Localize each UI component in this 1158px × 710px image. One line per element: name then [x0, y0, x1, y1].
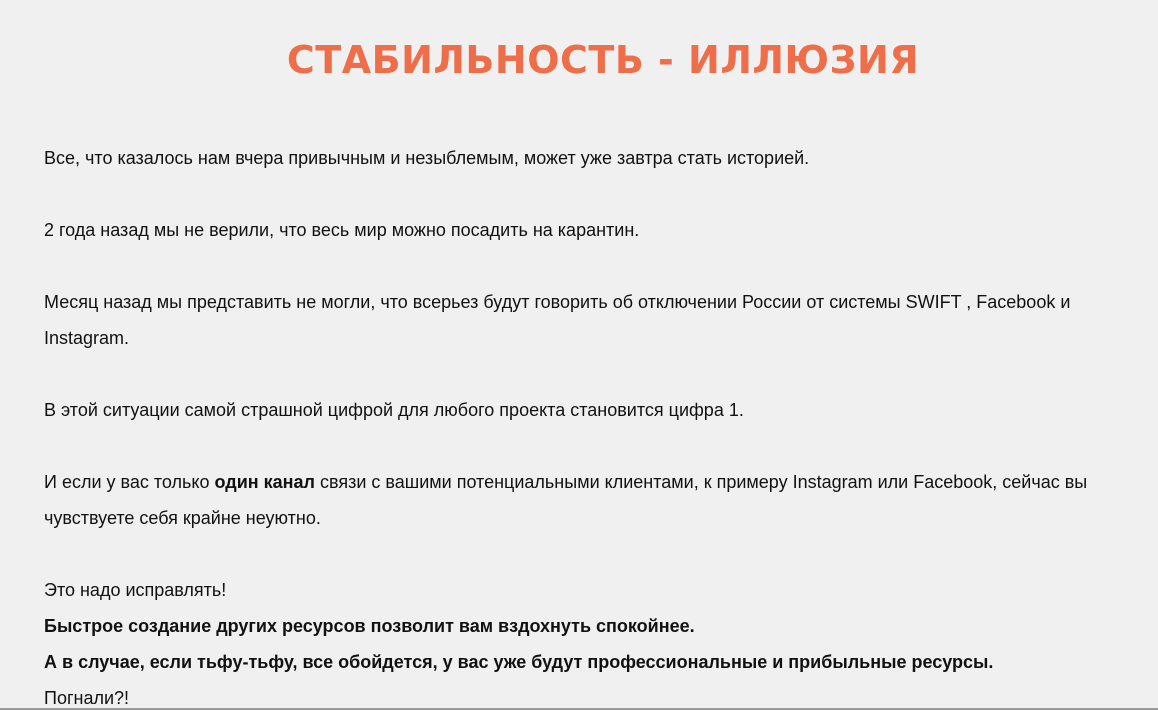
paragraph-history: Все, что казалось нам вчера привычным и незыблемым, может уже завтра стать историей.	[44, 148, 810, 168]
paragraph-profitable	[44, 644, 1156, 680]
paragraph-fix: Это надо исправлять!	[44, 580, 227, 600]
paragraph-fast-creation	[44, 608, 1156, 644]
paragraph-one-channel	[44, 464, 1156, 536]
fast-creation-bold: Быстрое создание других ресурсов позволит вам вздохнуть спокойнее.	[44, 616, 695, 636]
paragraph-one-channel-line2: чувствуете себя крайне неуютно.	[44, 508, 321, 528]
paragraph-swift	[44, 284, 1156, 356]
one-channel-text-start: И если у вас только	[44, 472, 215, 492]
one-channel-text-end: связи с вашими потенциальными клиентами, к примеру Instagram или Facebook, сейчас вы	[314, 472, 1088, 492]
paragraph-lets-go: Погнали?!	[44, 688, 130, 708]
paragraph-swift-line1: Месяц назад мы представить не могли, что всерьез будут говорить об отключении России от системы SWIFT , Facebook и	[44, 292, 1071, 312]
article-body	[44, 140, 1156, 710]
paragraph-swift-line2: Instagram.	[44, 328, 130, 348]
paragraph-number-one: В этой ситуации самой страшной цифрой для любого проекта становится цифра 1.	[44, 400, 744, 420]
one-channel-bold: один канал	[214, 472, 315, 492]
paragraph-one-channel-line1	[44, 472, 1087, 492]
paragraph-quarantine: 2 года назад мы не верили, что весь мир можно посадить на карантин.	[44, 220, 640, 240]
page-title: СТАБИЛЬНОСТЬ - ИЛЛЮЗИЯ	[286, 38, 920, 82]
profitable-bold: А в случае, если тьфу-тьфу, все обойдется, у вас уже будут профессиональные и прибыльные ресурсы.	[44, 652, 994, 672]
